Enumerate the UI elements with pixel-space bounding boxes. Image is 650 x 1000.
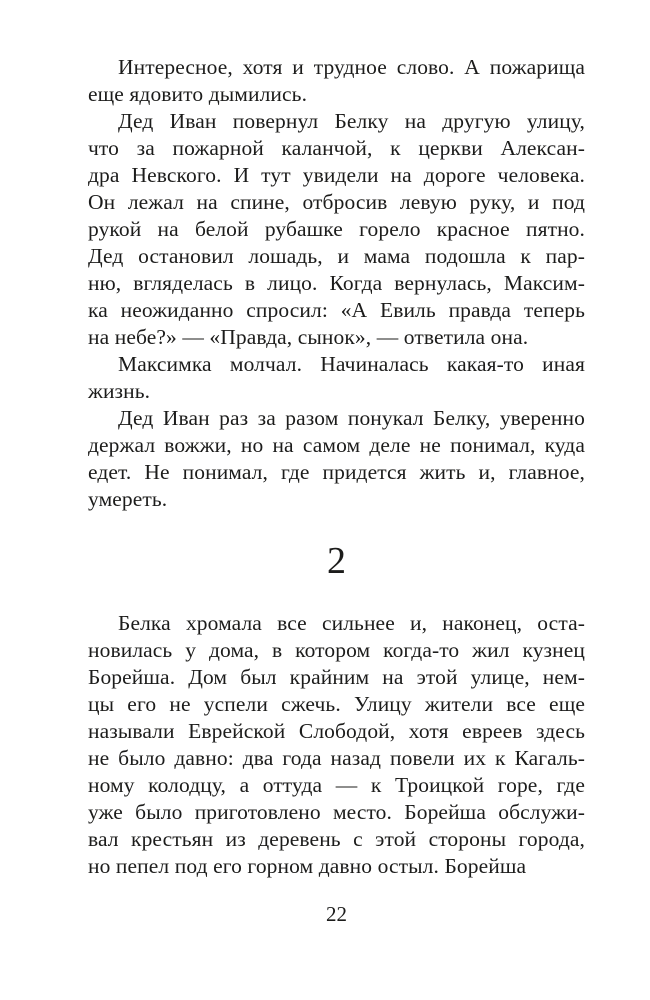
text-line: дра Невского. И тут увидели на дороге человека.	[88, 163, 585, 187]
text-line: что за пожарной каланчой, к церкви Алексан-	[88, 136, 585, 160]
text-line: едет. Не понимал, где придется жить и, главное,	[88, 460, 585, 484]
text-line: не было давно: два года назад повели их к Кагаль-	[88, 746, 585, 770]
paragraph	[88, 351, 585, 405]
text-line: Он лежал на спине, отбросив левую руку, и под	[88, 190, 585, 214]
text-line: еще ядовито дымились.	[88, 82, 308, 106]
text-line: умереть.	[88, 487, 168, 511]
text-line: но пепел под его горном давно остыл. Борейша	[88, 854, 527, 878]
paragraphs-bottom	[88, 610, 585, 880]
paragraph	[88, 54, 585, 108]
paragraph	[88, 405, 585, 513]
text-line: ка неожиданно спросил: «А Евиль правда теперь	[88, 298, 585, 322]
text-line: ному колодцу, а оттуда — к Троицкой горе, где	[88, 773, 585, 797]
text-line: Дед Иван раз за разом понукал Белку, уверенно	[118, 406, 585, 430]
text-line: Интересное, хотя и трудное слово. А пожарища	[118, 55, 585, 79]
text-line: Максимка молчал. Начиналась какая-то иная	[118, 352, 585, 376]
section-number-heading: 2	[327, 540, 346, 582]
text-column	[88, 54, 585, 880]
paragraphs-top	[88, 54, 585, 513]
text-line: на небе?» — «Правда, сынок», — ответила она.	[88, 325, 529, 349]
text-line: Борейша. Дом был крайним на этой улице, нем-	[88, 665, 585, 689]
paragraph	[88, 108, 585, 351]
text-line: новилась у дома, в котором когда-то жил кузнец	[88, 638, 585, 662]
paragraph	[88, 610, 585, 880]
text-line: ню, вгляделась в лицо. Когда вернулась, Максим-	[88, 271, 585, 295]
page-number: 22	[326, 902, 347, 926]
text-line: цы его не успели сжечь. Улицу жители все еще	[88, 692, 585, 716]
text-line: уже было приготовлено место. Борейша обслужи-	[88, 800, 585, 824]
text-line: жизнь.	[88, 379, 151, 403]
text-line: держал вожжи, но на самом деле не понимал, куда	[88, 433, 585, 457]
text-line: вал крестьян из деревень с этой стороны города,	[88, 827, 585, 851]
text-line: Белка хромала все сильнее и, наконец, оста-	[118, 611, 585, 635]
text-line: Дед Иван повернул Белку на другую улицу,	[118, 109, 585, 133]
text-line: рукой на белой рубашке горело красное пятно.	[88, 217, 585, 241]
text-line: Дед остановил лошадь, и мама подошла к пар-	[88, 244, 585, 268]
text-line: называли Еврейской Слободой, хотя евреев здесь	[88, 719, 585, 743]
